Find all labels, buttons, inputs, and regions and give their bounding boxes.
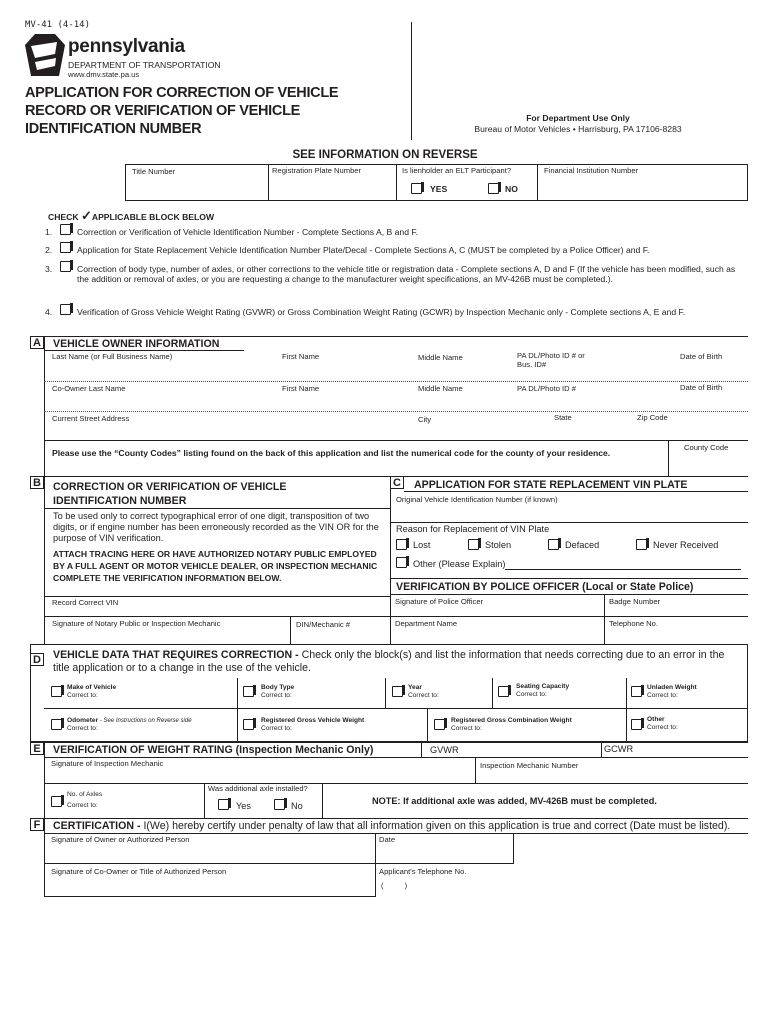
axle-yes-checkbox[interactable] [218, 799, 229, 810]
defaced-label: Defaced [565, 540, 600, 550]
axle-no-label: No [291, 801, 303, 811]
section-a-title: VEHICLE OWNER INFORMATION [53, 338, 220, 350]
never-received-label: Never Received [653, 540, 719, 550]
odometer-field[interactable]: Odometer - See Instructions on Reverse side Correct to: [67, 717, 192, 732]
elt-no-checkbox[interactable] [488, 183, 499, 194]
mechanic-signature-field[interactable]: Signature of Inspection Mechanic [51, 759, 164, 768]
option-1-checkbox[interactable] [60, 224, 71, 235]
other-data-field[interactable]: Other Correct to: [647, 716, 678, 731]
axles-field[interactable]: No. of Axles [67, 791, 103, 798]
co-owner-middle-name-field[interactable]: Middle Name [418, 384, 463, 393]
unladen-field[interactable]: Unladen Weight Correct to: [647, 684, 697, 699]
financial-institution-field[interactable]: Financial Institution Number [544, 166, 639, 175]
item-num: 2. [45, 245, 53, 255]
city-field[interactable]: City [418, 415, 432, 424]
elt-yes-label: YES [430, 184, 448, 194]
rgcw-checkbox[interactable] [434, 719, 445, 730]
unladen-checkbox[interactable] [631, 686, 642, 697]
police-verification-title: VERIFICATION BY POLICE OFFICER (Local or State Police) [396, 581, 694, 593]
axles-correct-to: Correct to: [67, 802, 98, 809]
co-owner-dob-field[interactable]: Date of Birth [680, 383, 723, 392]
pa-dl-field[interactable]: PA DL/Photo ID # or Bus. ID# [517, 351, 585, 369]
co-owner-signature-field[interactable]: Signature of Co-Owner or Title of Authorized Person [51, 867, 227, 876]
item-num: 4. [45, 307, 53, 317]
section-e-letter: E [30, 742, 44, 755]
keystone-logo-icon [25, 32, 65, 76]
bureau-address: Bureau of Motor Vehicles • Harrisburg, PA 17106-8283 [474, 124, 682, 134]
never-received-checkbox[interactable] [636, 539, 647, 550]
item-num: 1. [45, 227, 53, 237]
seating-field[interactable]: Seating Capacity Correct to: [516, 683, 570, 698]
co-owner-pa-dl-field[interactable]: PA DL/Photo ID # [517, 384, 576, 393]
record-vin-field[interactable]: Record Correct VIN [52, 598, 119, 607]
rgvw-checkbox[interactable] [243, 719, 254, 730]
phone-format: ( ) [381, 881, 408, 890]
last-name-field[interactable]: Last Name (or Full Business Name) [52, 352, 173, 361]
officer-signature-field[interactable]: Signature of Police Officer [395, 597, 484, 606]
county-code-field[interactable]: County Code [684, 443, 729, 452]
county-instructions: Please use the “County Codes” listing found on the back of this application and list the numerical code for the county of your residence. [52, 448, 611, 458]
section-e-title: VERIFICATION OF WEIGHT RATING (Inspection Mechanic Only) [53, 744, 374, 756]
department-name: DEPARTMENT OF TRANSPORTATION [68, 60, 221, 70]
body-type-checkbox[interactable] [243, 686, 254, 697]
option-4-checkbox[interactable] [60, 304, 71, 315]
axles-checkbox[interactable] [51, 796, 62, 807]
applicant-phone-field[interactable]: Applicant's Telephone No. [379, 867, 467, 876]
form-title: APPLICATION FOR CORRECTION OF VEHICLE RECORD OR VERIFICATION OF VEHICLE IDENTIFICATION NUMBER [25, 85, 339, 137]
badge-number-field[interactable]: Badge Number [609, 597, 661, 606]
section-d-title: VEHICLE DATA THAT REQUIRES CORRECTION - Check only the block(s) and list the information that needs correcting due to an error in the title application or to a change in the use of the vehicle. [53, 649, 725, 674]
rgcw-field[interactable]: Registered Gross Combination Weight Correct to: [451, 717, 572, 732]
option-2-text: Application for State Replacement Vehicle Identification Number Plate/Decal - Complete Sections A, C (MUST be completed by a Police Officer) and F. [77, 245, 650, 255]
elt-yes-checkbox[interactable] [411, 183, 422, 194]
option-4-text: Verification of Gross Vehicle Weight Rating (GVWR) or Gross Combination Weight Rating (GCWR) by Inspection Mechanic only - Complete sections A, E and F. [77, 307, 686, 317]
din-mechanic-field[interactable]: DIN/Mechanic # [296, 620, 351, 629]
reason-label: Reason for Replacement of VIN Plate [396, 524, 550, 534]
co-owner-last-name-field[interactable]: Co-Owner Last Name [52, 384, 126, 393]
option-2-checkbox[interactable] [60, 242, 71, 253]
body-type-field[interactable]: Body Type Correct to: [261, 684, 295, 699]
other-data-checkbox[interactable] [631, 719, 642, 730]
section-d-letter: D [30, 653, 44, 666]
option-3-checkbox[interactable] [60, 261, 71, 272]
telephone-field[interactable]: Telephone No. [609, 619, 658, 628]
agency-name: pennsylvania [68, 36, 185, 57]
notary-signature-field[interactable]: Signature of Notary Public or Inspection Mechanic [52, 619, 221, 628]
mechanic-number-field[interactable]: Inspection Mechanic Number [480, 761, 579, 770]
date-field[interactable]: Date [379, 835, 396, 844]
item-num: 3. [45, 264, 53, 274]
axle-question: Was additional axle installed? [208, 784, 308, 793]
zip-field[interactable]: Zip Code [637, 413, 668, 422]
make-field[interactable]: Make of Vehicle Correct to: [67, 684, 117, 699]
axle-yes-label: Yes [236, 801, 251, 811]
first-name-field[interactable]: First Name [282, 352, 320, 361]
stolen-label: Stolen [485, 540, 512, 550]
department-name-field[interactable]: Department Name [395, 619, 458, 628]
department-use-label: For Department Use Only [526, 113, 630, 123]
gvwr-field[interactable]: GVWR [430, 745, 459, 755]
section-b-instructions: To be used only to correct typographical error of one digit, transposition of two digits, or if engine number has been erroneously recorded as the VIN OR for the purpose of VIN verification. [53, 511, 379, 544]
gcwr-field[interactable]: GCWR [604, 744, 634, 754]
section-c-letter: C [390, 476, 404, 489]
original-vin-field[interactable]: Original Vehicle Identification Number (if known) [396, 495, 558, 504]
middle-name-field[interactable]: Middle Name [418, 353, 463, 362]
axle-no-checkbox[interactable] [274, 799, 285, 810]
section-f-title: CERTIFICATION - I(We) hereby certify under penalty of law that all information given on this application is true and correct (Date must be listed). [53, 820, 731, 832]
option-1-text: Correction or Verification of Vehicle Identification Number - Complete Sections A, B and F. [77, 227, 419, 237]
state-field[interactable]: State [554, 413, 572, 422]
year-field[interactable]: Year Correct to: [408, 684, 439, 699]
form-number: MV-41 (4-14) [25, 20, 91, 30]
other-checkbox[interactable] [396, 557, 407, 568]
registration-plate-field[interactable]: Registration Plate Number [272, 166, 362, 175]
check-block-heading: CHECK ✓APPLICABLE BLOCK BELOW [48, 208, 215, 223]
section-b-title: CORRECTION OR VERIFICATION OF VEHICLE IDENTIFICATION NUMBER [53, 481, 287, 507]
co-owner-first-name-field[interactable]: First Name [282, 384, 320, 393]
lost-label: Lost [413, 540, 431, 550]
elt-question: Is lienholder an ELT Participant? [402, 166, 512, 175]
section-f-letter: F [30, 818, 44, 831]
dob-field[interactable]: Date of Birth [680, 352, 723, 361]
title-number-field[interactable]: Title Number [132, 167, 176, 176]
section-c-title: APPLICATION FOR STATE REPLACEMENT VIN PLATE [414, 479, 688, 491]
odometer-checkbox[interactable] [51, 719, 62, 730]
see-info-reverse: SEE INFORMATION ON REVERSE [292, 149, 478, 161]
street-address-field[interactable]: Current Street Address [52, 414, 130, 423]
axle-note: NOTE: If additional axle was added, MV-426B must be completed. [372, 796, 657, 806]
defaced-checkbox[interactable] [548, 539, 559, 550]
year-checkbox[interactable] [392, 686, 403, 697]
rgvw-field[interactable]: Registered Gross Vehicle Weight Correct to: [261, 717, 365, 732]
make-checkbox[interactable] [51, 686, 62, 697]
option-3-text: Correction of body type, number of axles, or other corrections to the vehicle title or registration data - Complete sections A, D and F (If the vehicle has been modified, such as the addition or removal of axles, or you are requesting a change to the manufacturer weight specifications, an MV-426B must be completed.). [77, 264, 736, 285]
section-a-letter: A [30, 336, 44, 349]
lost-checkbox[interactable] [396, 539, 407, 550]
other-label: Other (Please Explain) [413, 559, 506, 569]
elt-no-label: NO [505, 184, 518, 194]
section-b-letter: B [30, 476, 44, 489]
seating-checkbox[interactable] [498, 686, 509, 697]
owner-signature-field[interactable]: Signature of Owner or Authorized Person [51, 835, 190, 844]
section-b-attach: ATTACH TRACING HERE OR HAVE AUTHORIZED NOTARY PUBLIC EMPLOYED BY A FULL AGENT OR MOTOR VEHICLE DEALER, OR INSPECTION MECHANIC COMPLETE THE VERIFICATION INFORMATION BELOW. [53, 549, 378, 583]
website: www.dmv.state.pa.us [68, 70, 140, 79]
stolen-checkbox[interactable] [468, 539, 479, 550]
